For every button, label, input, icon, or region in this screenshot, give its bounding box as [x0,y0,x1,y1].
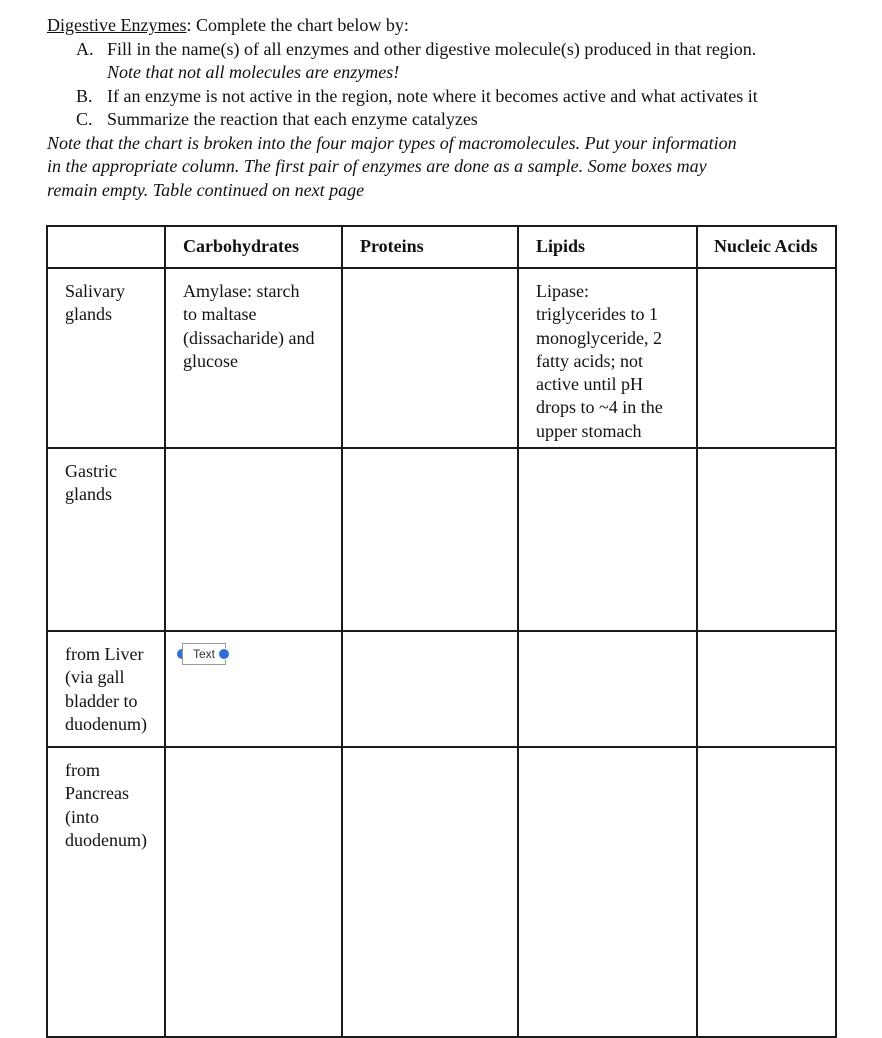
row-pancreas [47,747,836,1037]
heading-title: Digestive Enzymes [47,15,187,35]
item-marker: B. [76,85,93,106]
cell-line: active until pH [536,374,643,395]
item-text: Summarize the reaction that each enzyme catalyzes [107,109,478,129]
cell-line: duodenum) [65,713,147,734]
item-text: Fill in the name(s) of all enzymes and other digestive molecule(s) produced in that region. [107,38,757,59]
cell-text [166,748,341,759]
cell-line: triglycerides to 1 [536,304,658,325]
cell-line: Salivary [65,281,125,301]
cell-carbohydrates[interactable] [165,747,342,1037]
row-label [48,748,164,852]
cell-line: duodenum) [65,829,147,850]
chart-note-line: in the appropriate column. The first pair of enzymes are done as a sample. Some boxes may [47,156,707,176]
cell-line: from [65,760,100,780]
cell-nucleic-acids[interactable] [697,448,836,631]
cell-text [519,632,696,643]
instruction-item-a [47,38,867,62]
instructions [47,14,867,202]
item-text: If an enzyme is not active in the region, note where it becomes active and what activates it [107,85,758,106]
chart-note-line: Note that the chart is broken into the four major types of macromolecules. Put your information [47,132,737,153]
cell-line: upper stomach [536,420,642,441]
row-label [48,269,164,327]
item-marker: A. [76,38,94,59]
row-label [48,632,164,736]
cell-lipids[interactable] [518,268,697,448]
cell-text [698,449,835,460]
cell-carbohydrates[interactable] [165,631,342,747]
header-proteins: Proteins [342,226,518,268]
cell-text [343,449,517,460]
cell-text [698,269,835,280]
cell-nucleic-acids[interactable] [697,268,836,448]
cell-carbohydrates[interactable] [165,268,342,448]
row-label-cell [47,268,165,448]
cell-lipids[interactable] [518,631,697,747]
cell-text [519,748,696,759]
row-salivary-glands [47,268,836,448]
instruction-item-a-note: Note that not all molecules are enzymes! [107,62,400,82]
cell-proteins[interactable] [342,448,518,631]
cell-line: (into [65,806,99,827]
item-marker: C. [76,109,93,129]
cell-line: monoglyceride, 2 [536,327,662,348]
cell-proteins[interactable] [342,268,518,448]
cell-nucleic-acids[interactable] [697,631,836,747]
cell-line: to maltase [183,304,257,325]
cell-line: bladder to [65,690,138,711]
cell-line: (via gall [65,667,125,688]
header-lipids: Lipids [518,226,697,268]
cell-lipids[interactable] [518,747,697,1037]
header-nucleic-acids: Nucleic Acids [697,226,836,268]
cell-line: from Liver [65,644,144,664]
cell-line: drops to ~4 in the [536,397,663,418]
cell-text [343,632,517,643]
cell-text [698,632,835,643]
cell-line: Pancreas [65,783,129,804]
cell-text [166,269,341,373]
cell-line: Lipase: [536,281,589,301]
cell-proteins[interactable] [342,631,518,747]
cell-line: glands [65,484,112,505]
digestive-enzymes-chart [46,225,837,1038]
cell-nucleic-acids[interactable] [697,747,836,1037]
cell-proteins[interactable] [342,747,518,1037]
resize-handle-right[interactable] [218,648,230,660]
instructions-heading [47,14,867,38]
cell-text [166,449,341,460]
cell-line: glucose [183,350,238,371]
cell-carbohydrates[interactable] [165,448,342,631]
cell-text [698,748,835,759]
row-liver [47,631,836,747]
instruction-item-b [47,85,867,109]
text-box[interactable]: Text [182,643,226,665]
row-label-cell [47,631,165,747]
header-carbohydrates: Carbohydrates [165,226,342,268]
cell-text [343,269,517,280]
text-box-widget[interactable] [176,643,230,665]
cell-line: glands [65,304,112,325]
row-label-cell [47,448,165,631]
instruction-item-c [47,108,867,132]
cell-line: (dissacharide) and [183,327,315,348]
cell-line: Amylase: starch [183,281,300,301]
heading-suffix: : Complete the chart below by: [186,15,409,35]
cell-text [519,269,696,443]
cell-lipids[interactable] [518,448,697,631]
row-label [48,449,164,507]
row-label-cell [47,747,165,1037]
chart-note-line: remain empty. Table continued on next page [47,179,365,200]
row-gastric-glands [47,448,836,631]
cell-line: fatty acids; not [536,350,643,371]
cell-text [343,748,517,759]
header-row [47,226,836,268]
header-cell-empty [47,226,165,268]
cell-line: Gastric [65,461,117,481]
cell-text [519,449,696,460]
